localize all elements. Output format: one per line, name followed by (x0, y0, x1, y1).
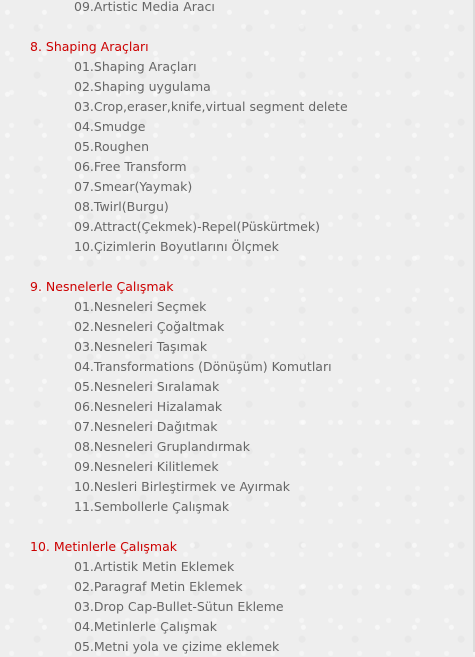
section-8 (0, 37, 475, 257)
lesson-item: 09.Attract(Çekmek)-Repel(Püskürtmek) (74, 219, 320, 234)
lesson-item: 06.Nesneleri Hizalamak (74, 399, 223, 414)
lesson-item: 05.Roughen (74, 139, 150, 154)
lesson-item: 03.Crop,eraser,knife,virtual segment delete (74, 99, 348, 114)
section-7-continued (0, 0, 475, 17)
section-10 (0, 537, 475, 657)
lesson-item: 01.Artistik Metin Eklemek (74, 559, 235, 574)
lesson-item: 10.Çizimlerin Boyutlarını Ölçmek (74, 239, 279, 254)
lesson-item: 05.Metni yola ve çizime eklemek (74, 639, 280, 654)
lesson-item: 09.Artistic Media Aracı (74, 0, 215, 14)
lesson-item: 02.Shaping uygulama (74, 79, 211, 94)
lesson-item: 04.Transformations (Dönüşüm) Komutları (74, 359, 332, 374)
section-spacer (0, 17, 475, 37)
lesson-item: 04.Smudge (74, 119, 146, 134)
lesson-item: 08.Nesneleri Gruplandırmak (74, 439, 250, 454)
section-spacer (0, 517, 475, 537)
section-heading: 8. Shaping Araçları (30, 39, 149, 54)
lesson-item: 08.Twirl(Burgu) (74, 199, 169, 214)
section-spacer (0, 257, 475, 277)
lesson-item: 04.Metinlerle Çalışmak (74, 619, 218, 634)
lesson-item: 01.Nesneleri Seçmek (74, 299, 207, 314)
lesson-item: 01.Shaping Araçları (74, 59, 197, 74)
lesson-item: 07.Smear(Yaymak) (74, 179, 193, 194)
lesson-item: 11.Sembollerle Çalışmak (74, 499, 230, 514)
lesson-item: 09.Nesneleri Kilitlemek (74, 459, 219, 474)
lesson-item: 07.Nesneleri Dağıtmak (74, 419, 218, 434)
section-9 (0, 277, 475, 517)
lesson-item: 06.Free Transform (74, 159, 187, 174)
lesson-item: 02.Nesneleri Çoğaltmak (74, 319, 225, 334)
lesson-item: 03.Drop Cap-Bullet-Sütun Ekleme (74, 599, 284, 614)
lesson-item: 02.Paragraf Metin Eklemek (74, 579, 243, 594)
lesson-item: 05.Nesneleri Sıralamak (74, 379, 220, 394)
section-heading: 9. Nesnelerle Çalışmak (30, 279, 174, 294)
lesson-item: 03.Nesneleri Taşımak (74, 339, 208, 354)
section-heading: 10. Metinlerle Çalışmak (30, 539, 177, 554)
lesson-item: 10.Nesleri Birleştirmek ve Ayırmak (74, 479, 291, 494)
